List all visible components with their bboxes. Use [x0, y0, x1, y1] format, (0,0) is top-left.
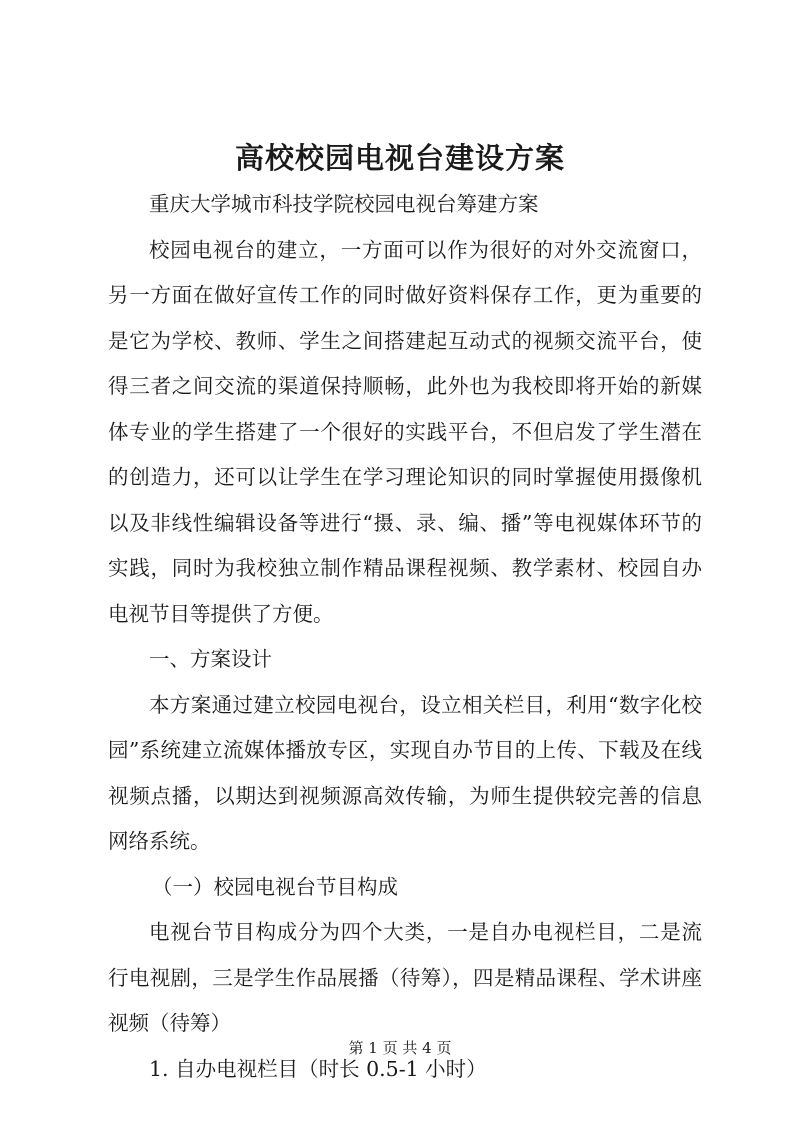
document-title: 高校校园电视台建设方案 — [234, 141, 565, 175]
section-heading: 一、方案设计 — [149, 647, 272, 671]
document-body — [108, 182, 702, 1092]
composition-paragraph: 电视台节目构成分为四个大类，一是自办电视栏目，二是流行电视剧，三是学生作品展播（待筹），四是精品课程、学术讲座视频（待筹） — [108, 920, 702, 1035]
intro-paragraph: 校园电视台的建立，一方面可以作为很好的对外交流窗口，另一方面在做好宣传工作的同时做好资料保存工作，更为重要的是它为学校、教师、学生之间搭建起互动式的视频交流平台，使得三者之间交流的渠道保持顺畅，此外也为我校即将开始的新媒体专业的学生搭建了一个很好的实践平台，不但启发了学生潜在的创造力，还可以让学生在学习理论知识的同时掌握使用摄像机以及非线性编辑设备等进行“摄、录、编、播”等电视媒体环节的实践，同时为我校独立制作精品课程视频、教学素材、校园自办电视节目等提供了方便。 — [108, 237, 702, 626]
page-number: 第 1 页 共 4 页 — [348, 1039, 452, 1057]
subsection-heading: （一）校园电视台节目构成 — [152, 874, 398, 899]
list-item-heading: 1. 自办电视栏目（时长 0.5-1 小时） — [149, 1056, 487, 1081]
subtitle-paragraph: 重庆大学城市科技学院校园电视台筹建方案 — [149, 192, 539, 216]
design-paragraph: 本方案通过建立校园电视台，设立相关栏目，利用“数字化校园”系统建立流媒体播放专区，实现自办节目的上传、下载及在线视频点播，以期达到视频源高效传输，为师生提供较完善的信息网络系统。 — [108, 692, 702, 853]
